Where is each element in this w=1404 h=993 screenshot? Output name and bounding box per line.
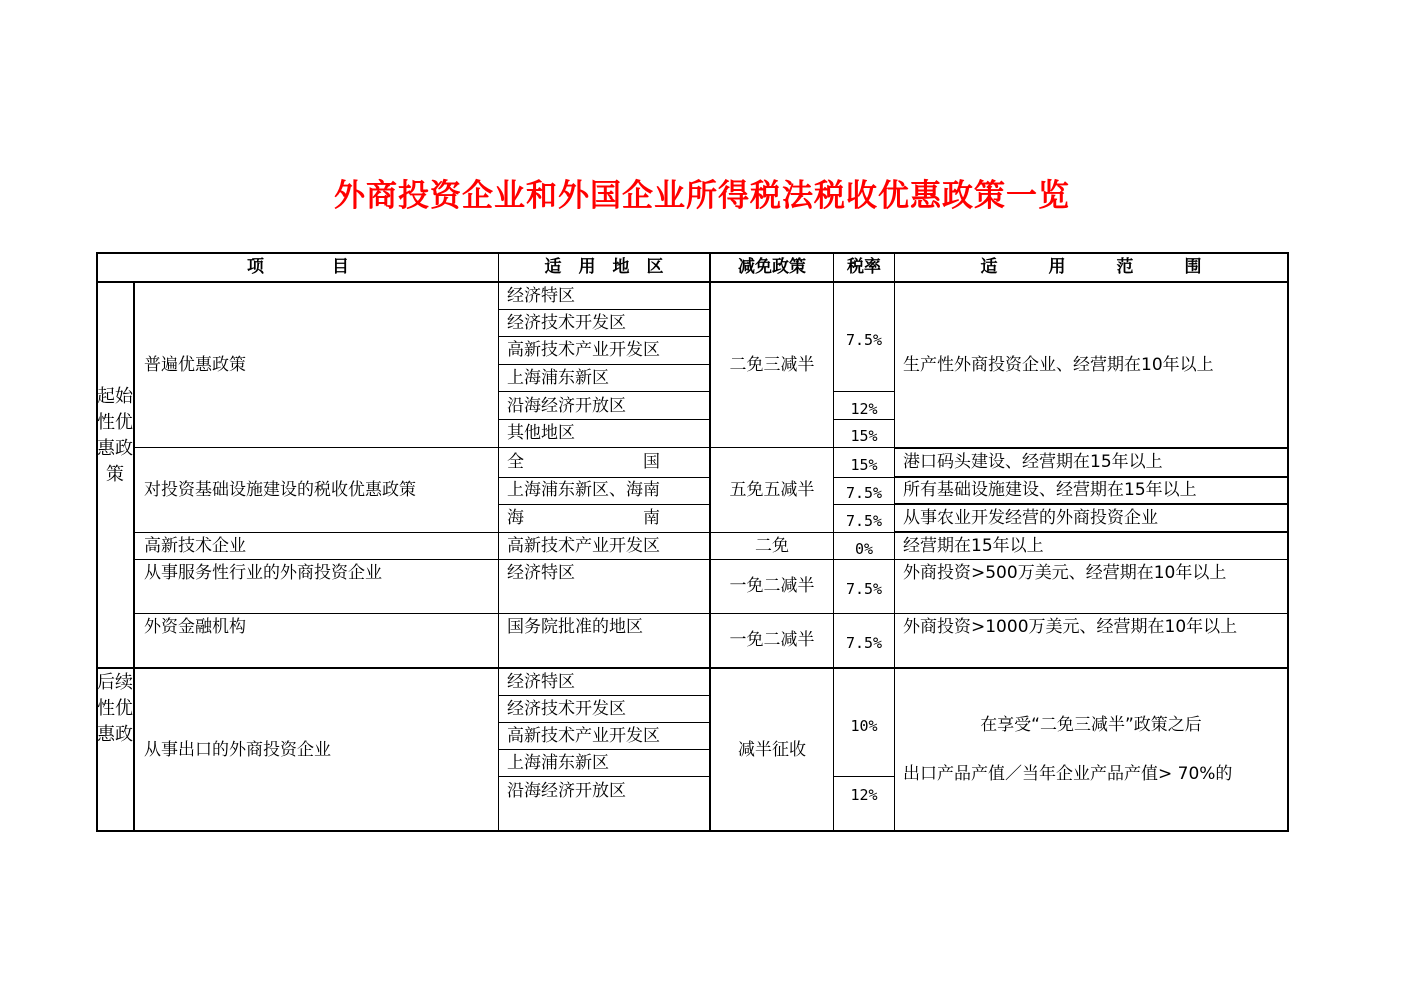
- policy-cell: 二免三减半: [729, 355, 815, 375]
- row-divider: [499, 559, 710, 560]
- scope-cell: 外商投资>500万美元、经营期在10年以上: [903, 563, 1227, 583]
- row-divider: [499, 749, 710, 750]
- row-divider: [710, 447, 834, 448]
- group-label-initial: 起始性优惠政策: [97, 386, 133, 485]
- row-divider: [834, 391, 895, 392]
- region-cell: 其他地区: [507, 423, 575, 443]
- rate-cell: 7.5%: [845, 580, 883, 598]
- row-divider: [710, 613, 834, 614]
- policy-cell: 减半征收: [738, 740, 806, 760]
- region-cell: 经济技术开发区: [507, 699, 626, 719]
- scope-cell: 所有基础设施建设、经营期在15年以上: [903, 480, 1197, 500]
- rate-cell: 12%: [850, 400, 878, 418]
- scope-cell: 在享受“二免三减半”政策之后: [980, 715, 1202, 735]
- rate-cell: 0%: [854, 540, 874, 558]
- row-divider: [710, 559, 834, 560]
- table-border: [1287, 252, 1289, 832]
- item-export: 从事出口的外商投资企业: [144, 740, 331, 760]
- row-divider: [834, 613, 895, 614]
- rate-cell: 7.5%: [845, 512, 883, 530]
- scope-cell: 经营期在15年以上: [903, 536, 1044, 556]
- rate-cell: 7.5%: [845, 331, 883, 349]
- region-cell: 经济特区: [507, 672, 575, 692]
- row-divider: [134, 613, 499, 614]
- policy-cell: 二免: [755, 536, 789, 556]
- scope-cell: 出口产品产值／当年企业产品产值> 70%的: [903, 764, 1233, 784]
- row-divider: [96, 281, 1289, 283]
- region-cell: 上海浦东新区: [507, 753, 609, 773]
- row-divider: [710, 532, 834, 533]
- region-cell: 高新技术产业开发区: [507, 726, 660, 746]
- region-cell: 海 南: [507, 508, 660, 528]
- row-divider: [895, 503, 1288, 505]
- header-item: 项 目: [247, 257, 349, 277]
- rate-cell: 15%: [850, 427, 878, 445]
- rate-cell: 15%: [850, 456, 878, 474]
- item-service: 从事服务性行业的外商投资企业: [144, 563, 382, 583]
- row-divider: [499, 695, 710, 696]
- region-cell: 经济特区: [507, 286, 575, 306]
- policy-cell: 一免二减半: [729, 630, 815, 650]
- rate-cell: 7.5%: [845, 484, 883, 502]
- table-border: [96, 252, 1289, 254]
- row-divider: [834, 776, 895, 777]
- row-divider: [499, 336, 710, 337]
- header-rate: 税率: [847, 257, 881, 277]
- item-finance: 外资金融机构: [144, 617, 246, 637]
- region-cell: 高新技术产业开发区: [507, 340, 660, 360]
- region-cell: 高新技术产业开发区: [507, 536, 660, 556]
- header-policy: 减免政策: [738, 257, 806, 277]
- row-divider: [499, 447, 710, 448]
- row-divider: [499, 613, 710, 614]
- header-region: 适 用 地 区: [544, 257, 664, 277]
- region-cell: 上海浦东新区: [507, 368, 609, 388]
- row-divider: [96, 667, 1289, 669]
- scope-cell: 从事农业开发经营的外商投资企业: [903, 508, 1158, 528]
- row-divider: [834, 477, 895, 478]
- column-divider: [894, 252, 895, 832]
- region-cell: 上海浦东新区、海南: [507, 480, 660, 500]
- rate-cell: 12%: [850, 786, 878, 804]
- region-cell: 沿海经济开放区: [507, 396, 626, 416]
- scope-cell: 生产性外商投资企业、经营期在10年以上: [903, 355, 1214, 375]
- policy-cell: 一免二减半: [729, 576, 815, 596]
- table-border: [96, 830, 1289, 832]
- region-cell: 国务院批准的地区: [507, 617, 643, 637]
- row-divider: [499, 391, 710, 392]
- row-divider: [499, 532, 710, 533]
- column-divider: [133, 283, 135, 832]
- row-divider: [499, 419, 710, 420]
- item-infra: 对投资基础设施建设的税收优惠政策: [144, 480, 416, 500]
- policy-cell: 五免五减半: [729, 480, 815, 500]
- row-divider: [895, 531, 1288, 533]
- header-scope: 适 用 范 围: [980, 257, 1202, 277]
- item-general: 普遍优惠政策: [144, 355, 246, 375]
- scope-cell: 外商投资>1000万美元、经营期在10年以上: [903, 617, 1238, 637]
- rate-cell: 7.5%: [845, 634, 883, 652]
- region-cell: 全 国: [507, 452, 660, 472]
- region-cell: 经济特区: [507, 563, 575, 583]
- row-divider: [499, 364, 710, 365]
- group-label-followup: 后续性优惠政: [97, 672, 133, 745]
- row-divider: [895, 447, 1288, 449]
- row-divider: [499, 776, 710, 777]
- row-divider: [134, 447, 499, 448]
- page-title: 外商投资企业和外国企业所得税法税收优惠政策一览: [334, 178, 1070, 214]
- region-cell: 经济技术开发区: [507, 313, 626, 333]
- row-divider: [134, 532, 499, 533]
- row-divider: [499, 722, 710, 723]
- column-divider: [498, 252, 499, 832]
- region-cell: 沿海经济开放区: [507, 781, 626, 801]
- row-divider: [499, 504, 710, 505]
- item-hightech: 高新技术企业: [144, 536, 246, 556]
- row-divider: [134, 559, 499, 560]
- rate-cell: 10%: [850, 717, 878, 735]
- row-divider: [499, 309, 710, 310]
- scope-cell: 港口码头建设、经营期在15年以上: [903, 452, 1163, 472]
